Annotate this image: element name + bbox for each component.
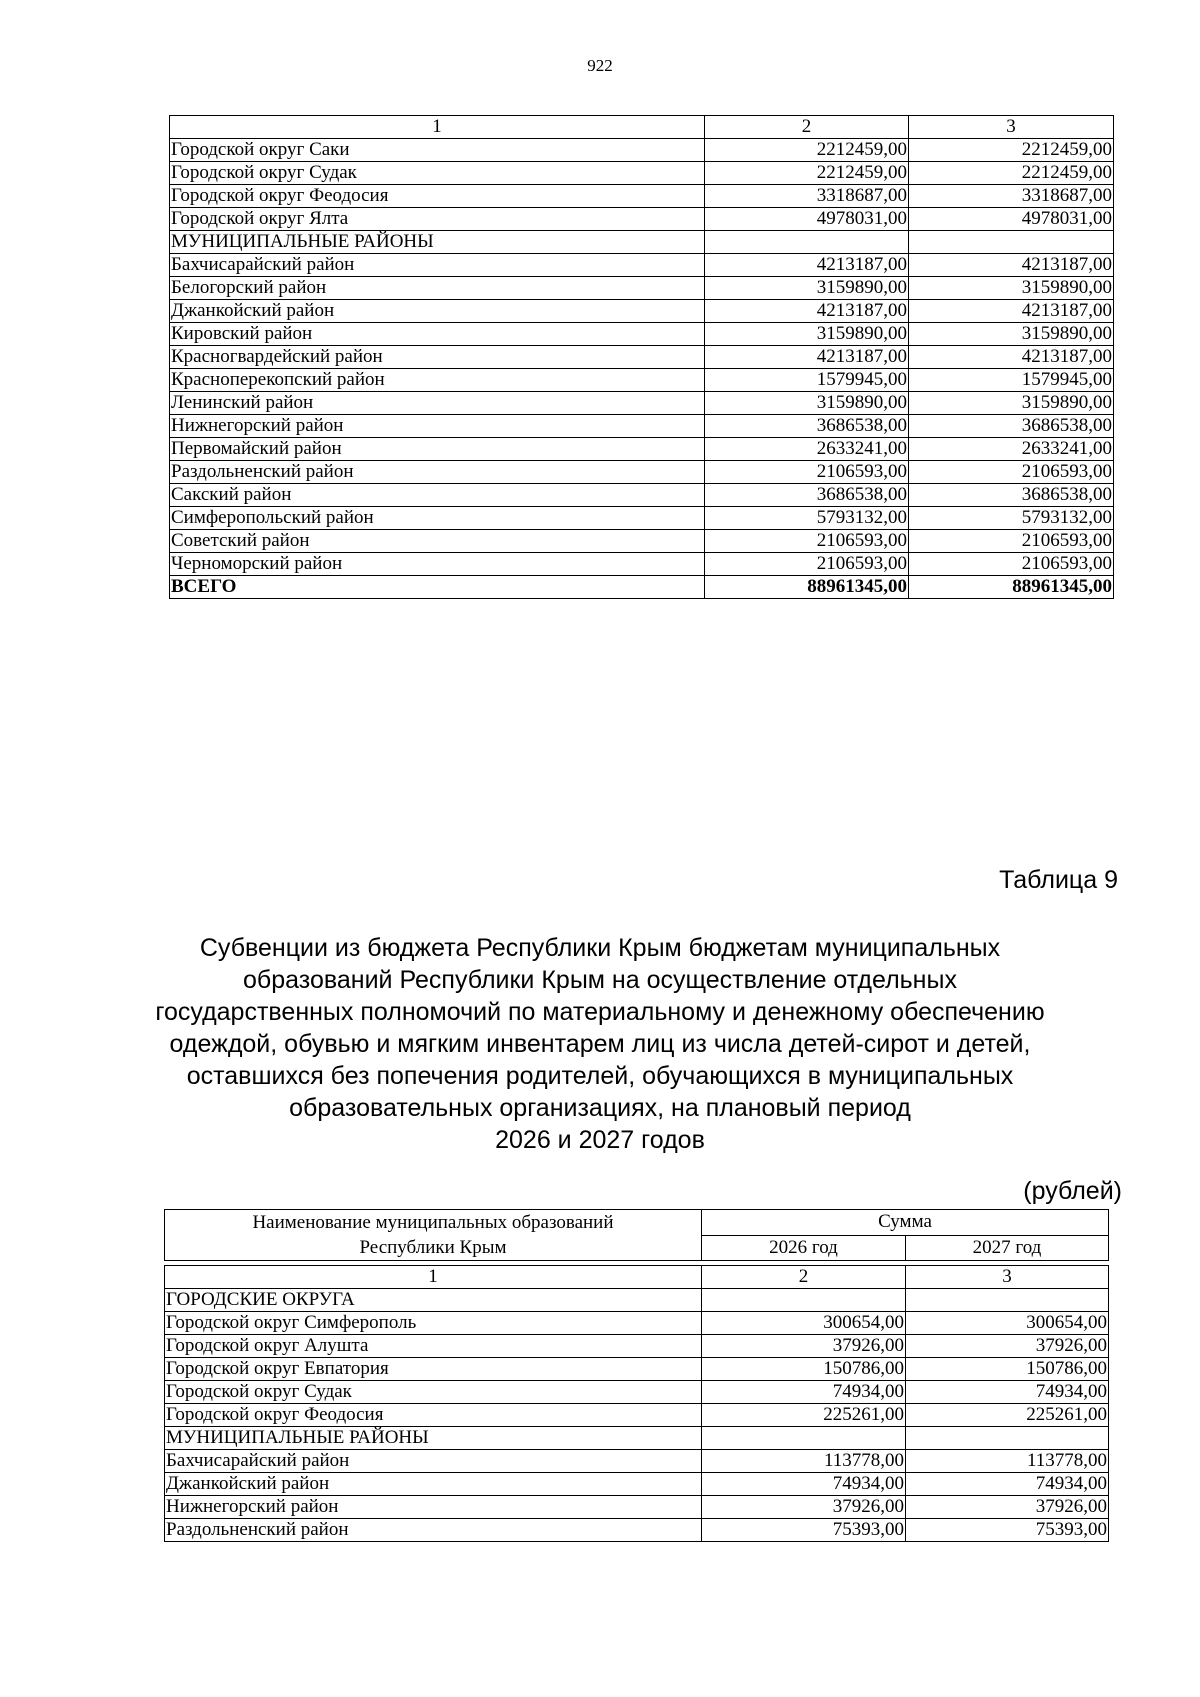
value-2027-cell: 2212459,00: [909, 139, 1114, 162]
name-cell: Ленинский район: [170, 392, 705, 415]
table-row: [165, 1312, 1109, 1335]
table-row: [170, 530, 1114, 553]
table-row: [170, 254, 1114, 277]
value-2027-cell: 74934,00: [906, 1381, 1109, 1404]
value-2026-cell: 2106593,00: [705, 530, 909, 553]
table-row: [170, 438, 1114, 461]
value-2027-cell: 2106593,00: [909, 530, 1114, 553]
table-row: [165, 1335, 1109, 1358]
table-row: [165, 1473, 1109, 1496]
value-2027-cell: 3159890,00: [909, 392, 1114, 415]
value-2027-cell: 4213187,00: [909, 346, 1114, 369]
name-cell: Белогорский район: [170, 277, 705, 300]
table-row: [170, 484, 1114, 507]
table-row: [170, 162, 1114, 185]
table-title-line: государственных полномочий по материальному и денежному обеспечению: [155, 998, 1045, 1026]
name-cell: Сакский район: [170, 484, 705, 507]
table-row: [170, 185, 1114, 208]
value-2026-cell: 225261,00: [702, 1404, 906, 1427]
value-2026-cell: 74934,00: [702, 1473, 906, 1496]
column-number-2: 2: [705, 116, 909, 139]
table-row: [170, 461, 1114, 484]
value-2027-cell: 5793132,00: [909, 507, 1114, 530]
value-2026-cell: 2212459,00: [705, 139, 909, 162]
name-cell: Городской округ Ялта: [170, 208, 705, 231]
name-cell: Городской округ Евпатория: [165, 1358, 702, 1381]
header-name-cell: [165, 1210, 702, 1261]
value-2026-cell: 2106593,00: [705, 553, 909, 576]
name-cell: Симферопольский район: [170, 507, 705, 530]
name-cell: Джанкойский район: [170, 300, 705, 323]
value-2026-cell: 150786,00: [702, 1358, 906, 1381]
value-2026-cell: 2212459,00: [705, 162, 909, 185]
value-2026-cell: 4213187,00: [705, 254, 909, 277]
value-2027-cell: 4213187,00: [909, 254, 1114, 277]
value-2026-cell: [702, 1289, 906, 1312]
name-cell: Городской округ Симферополь: [165, 1312, 702, 1335]
value-2026-cell: 2633241,00: [705, 438, 909, 461]
subvention-table-9: [164, 1209, 1109, 1542]
name-cell: МУНИЦИПАЛЬНЫЕ РАЙОНЫ: [170, 231, 705, 254]
header-row-1: [165, 1210, 1109, 1236]
name-cell: Нижнегорский район: [170, 415, 705, 438]
name-cell: Джанкойский район: [165, 1473, 702, 1496]
value-2026-cell: 3686538,00: [705, 415, 909, 438]
section-row: [165, 1289, 1109, 1312]
name-cell: Кировский район: [170, 323, 705, 346]
table-row: [165, 1358, 1109, 1381]
table-row: [170, 300, 1114, 323]
value-2026-cell: 74934,00: [702, 1381, 906, 1404]
table-title-line: одеждой, обувью и мягким инвентарем лиц из числа детей-сирот и детей,: [169, 1030, 1031, 1058]
value-2026-cell: 300654,00: [702, 1312, 906, 1335]
table-row: [170, 346, 1114, 369]
table-row: [170, 277, 1114, 300]
value-2027-cell: 37926,00: [906, 1335, 1109, 1358]
value-2026-cell: 4978031,00: [705, 208, 909, 231]
name-cell: Раздольненский район: [165, 1519, 702, 1542]
value-2026-cell: 5793132,00: [705, 507, 909, 530]
value-2026-cell: 37926,00: [702, 1335, 906, 1358]
name-cell: Городской округ Феодосия: [170, 185, 705, 208]
name-cell: Бахчисарайский район: [165, 1450, 702, 1473]
name-cell: Нижнегорский район: [165, 1496, 702, 1519]
table-row: [165, 1450, 1109, 1473]
column-number-row: [165, 1266, 1109, 1289]
name-cell: МУНИЦИПАЛЬНЫЕ РАЙОНЫ: [165, 1427, 702, 1450]
value-2027-cell: 1579945,00: [909, 369, 1114, 392]
value-2027-cell: 2212459,00: [909, 162, 1114, 185]
section-row: [170, 231, 1114, 254]
table-number: Таблица 9: [999, 866, 1118, 894]
table-title-line: оставшихся без попечения родителей, обучающихся в муниципальных: [186, 1062, 1014, 1090]
value-2026-cell: 3159890,00: [705, 323, 909, 346]
value-2026-cell: [705, 231, 909, 254]
name-cell: Городской округ Судак: [165, 1381, 702, 1404]
table-row: [170, 392, 1114, 415]
value-2027-cell: 88961345,00: [909, 576, 1114, 599]
value-2027-cell: 2106593,00: [909, 553, 1114, 576]
name-cell: Советский район: [170, 530, 705, 553]
name-cell: Красногвардейский район: [170, 346, 705, 369]
value-2027-cell: [909, 231, 1114, 254]
table-row: [170, 507, 1114, 530]
value-2027-cell: 74934,00: [906, 1473, 1109, 1496]
section-row: [165, 1427, 1109, 1450]
value-2027-cell: 3159890,00: [909, 277, 1114, 300]
name-cell: Первомайский район: [170, 438, 705, 461]
total-row: [170, 576, 1114, 599]
table-row: [165, 1404, 1109, 1427]
budget-table-continued: [169, 115, 1114, 599]
value-2027-cell: [906, 1289, 1109, 1312]
table-title-line: образований Республики Крым на осуществление отдельных: [243, 966, 957, 994]
table-row: [170, 323, 1114, 346]
value-2026-cell: [702, 1427, 906, 1450]
name-cell: ВСЕГО: [170, 576, 705, 599]
value-2027-cell: 37926,00: [906, 1496, 1109, 1519]
table-title-line: 2026 и 2027 годов: [495, 1126, 705, 1154]
value-2027-cell: 75393,00: [906, 1519, 1109, 1542]
table-row: [165, 1381, 1109, 1404]
value-2026-cell: 75393,00: [702, 1519, 906, 1542]
value-2027-cell: 4213187,00: [909, 300, 1114, 323]
value-2026-cell: 113778,00: [702, 1450, 906, 1473]
name-cell: Городской округ Алушта: [165, 1335, 702, 1358]
value-2026-cell: 4213187,00: [705, 346, 909, 369]
value-2027-cell: 3686538,00: [909, 415, 1114, 438]
value-2027-cell: 113778,00: [906, 1450, 1109, 1473]
column-number-1: 1: [165, 1266, 702, 1289]
value-2027-cell: 300654,00: [906, 1312, 1109, 1335]
table-row: [165, 1519, 1109, 1542]
column-number-3: 3: [906, 1266, 1109, 1289]
value-2027-cell: 4978031,00: [909, 208, 1114, 231]
table-title-line: образовательных организациях, на плановый период: [289, 1094, 911, 1122]
page-number: 922: [587, 56, 613, 75]
header-sum: Сумма: [702, 1210, 1109, 1236]
value-2026-cell: 3159890,00: [705, 277, 909, 300]
header-year-2027: 2027 год: [906, 1235, 1109, 1261]
value-2027-cell: 2633241,00: [909, 438, 1114, 461]
value-2026-cell: 3318687,00: [705, 185, 909, 208]
value-2027-cell: 225261,00: [906, 1404, 1109, 1427]
value-2027-cell: 3318687,00: [909, 185, 1114, 208]
value-2026-cell: 88961345,00: [705, 576, 909, 599]
name-cell: Красноперекопский район: [170, 369, 705, 392]
table-row: [165, 1496, 1109, 1519]
column-number-3: 3: [909, 116, 1114, 139]
column-number-1: 1: [170, 116, 705, 139]
value-2026-cell: 1579945,00: [705, 369, 909, 392]
table-row: [170, 208, 1114, 231]
table-row: [170, 139, 1114, 162]
table-row: [170, 369, 1114, 392]
name-cell: Городской округ Феодосия: [165, 1404, 702, 1427]
value-2027-cell: 3686538,00: [909, 484, 1114, 507]
table-row: [170, 553, 1114, 576]
table-title-line: Субвенции из бюджета Республики Крым бюджетам муниципальных: [199, 934, 1001, 962]
name-cell: Черноморский район: [170, 553, 705, 576]
header-name-line1: Наименование муниципальных образований: [252, 1212, 614, 1233]
value-2026-cell: 3159890,00: [705, 392, 909, 415]
value-2026-cell: 3686538,00: [705, 484, 909, 507]
units-label: (рублей): [1023, 1177, 1122, 1205]
value-2026-cell: 2106593,00: [705, 461, 909, 484]
value-2027-cell: [906, 1427, 1109, 1450]
table-title: [150, 932, 1050, 1156]
name-cell: Раздольненский район: [170, 461, 705, 484]
name-cell: ГОРОДСКИЕ ОКРУГА: [165, 1289, 702, 1312]
value-2026-cell: 4213187,00: [705, 300, 909, 323]
header-year-2026: 2026 год: [702, 1235, 906, 1261]
column-number-2: 2: [702, 1266, 906, 1289]
column-number-row: [170, 116, 1114, 139]
table-row: [170, 415, 1114, 438]
name-cell: Городской округ Саки: [170, 139, 705, 162]
value-2027-cell: 150786,00: [906, 1358, 1109, 1381]
value-2026-cell: 37926,00: [702, 1496, 906, 1519]
value-2027-cell: 2106593,00: [909, 461, 1114, 484]
name-cell: Городской округ Судак: [170, 162, 705, 185]
header-name-line2: Республики Крым: [359, 1237, 507, 1258]
name-cell: Бахчисарайский район: [170, 254, 705, 277]
value-2027-cell: 3159890,00: [909, 323, 1114, 346]
